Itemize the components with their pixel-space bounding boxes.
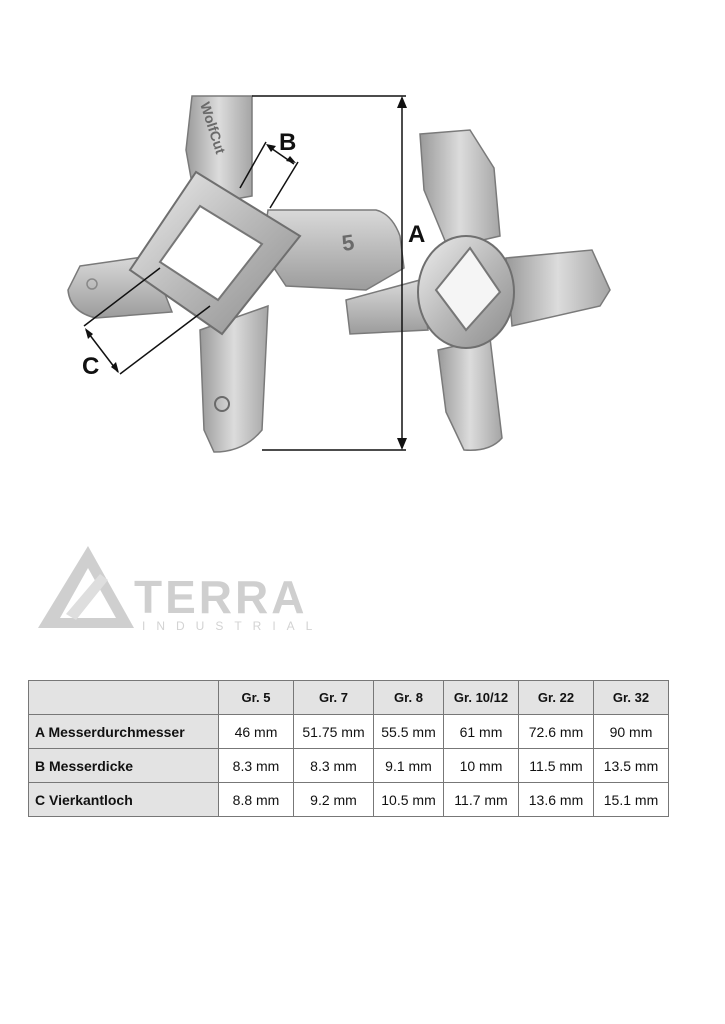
table-cell: 8.8 mm [219, 783, 294, 817]
logo-subtitle: INDUSTRIAL [142, 619, 324, 633]
column-header: Gr. 8 [374, 681, 444, 715]
column-header: Gr. 22 [519, 681, 594, 715]
size-spec-table [28, 680, 669, 817]
table-row [29, 749, 669, 783]
table-cell: 72.6 mm [519, 715, 594, 749]
table-row [29, 715, 669, 749]
dimension-a-label: A [408, 221, 426, 248]
table-cell: 8.3 mm [219, 749, 294, 783]
table-cell: 55.5 mm [374, 715, 444, 749]
blade-angled [68, 96, 404, 452]
table-cell: 9.2 mm [294, 783, 374, 817]
table-cell: 13.5 mm [594, 749, 669, 783]
table-cell: 13.6 mm [519, 783, 594, 817]
table-corner-cell [29, 681, 219, 715]
table-cell: 15.1 mm [594, 783, 669, 817]
column-header: Gr. 10/12 [444, 681, 519, 715]
row-label: B Messerdicke [29, 749, 219, 783]
row-label: A Messerdurchmesser [29, 715, 219, 749]
logo-brand: TERRA [134, 571, 308, 623]
blade-engraving: WolfCut [197, 99, 229, 156]
table-cell: 10 mm [444, 749, 519, 783]
table-cell: 61 mm [444, 715, 519, 749]
table-cell: 8.3 mm [294, 749, 374, 783]
column-header: Gr. 5 [219, 681, 294, 715]
terra-triangle-icon [36, 544, 136, 636]
table-cell: 11.5 mm [519, 749, 594, 783]
blade-front [346, 130, 610, 450]
table-row [29, 783, 669, 817]
table-cell: 51.75 mm [294, 715, 374, 749]
table-cell: 9.1 mm [374, 749, 444, 783]
row-label: C Vierkantloch [29, 783, 219, 817]
table-header-row [29, 681, 669, 715]
dimension-c-label: C [82, 353, 100, 380]
blade-size-mark: 5 [340, 229, 356, 256]
dimension-b-label: B [279, 129, 297, 156]
column-header: Gr. 7 [294, 681, 374, 715]
table-cell: 11.7 mm [444, 783, 519, 817]
terra-logo [36, 540, 336, 636]
blade-photo [0, 0, 725, 480]
table-cell: 10.5 mm [374, 783, 444, 817]
table-cell: 46 mm [219, 715, 294, 749]
table-cell: 90 mm [594, 715, 669, 749]
column-header: Gr. 32 [594, 681, 669, 715]
